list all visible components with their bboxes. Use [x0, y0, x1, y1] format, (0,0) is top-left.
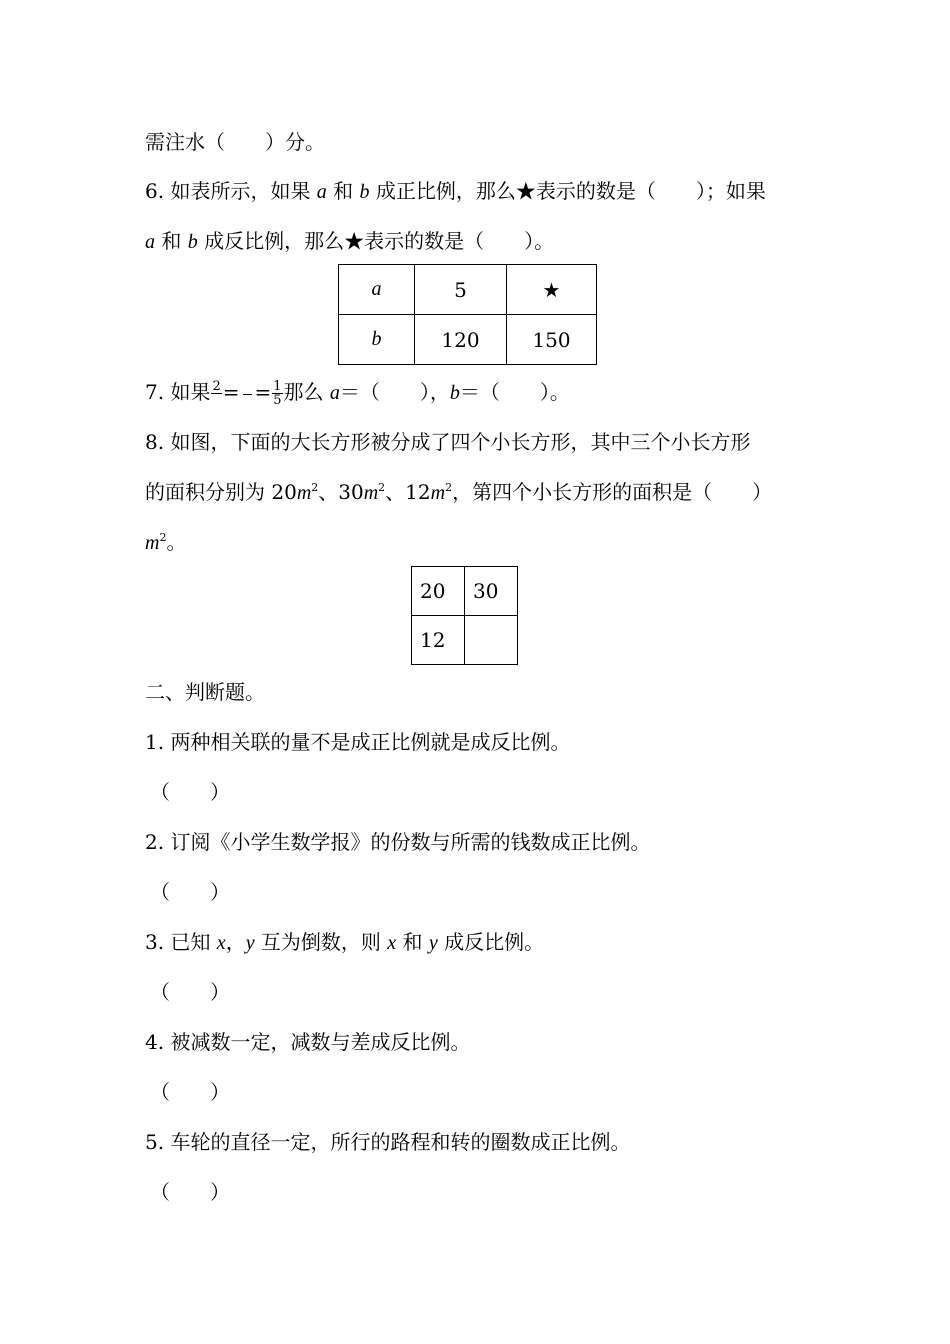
question-5-tail: 需注水（ ）分。 — [145, 130, 325, 154]
question-8-line1: 8. 如图，下面的大长方形被分成了四个小长方形，其中三个小长方形 — [145, 430, 751, 454]
fraction: $\frac{1}{5}$ — [273, 379, 282, 408]
answer-paren[interactable]: （ ） — [150, 1180, 230, 1204]
question-8-line3: $m^2$。 — [145, 530, 187, 554]
table-cell: 5 — [415, 265, 507, 315]
table-row — [339, 265, 597, 315]
judge-2: 2. 订阅《小学生数学报》的份数与所需的钱数成正比例。 — [145, 830, 651, 854]
table-cell: 150 — [507, 315, 597, 365]
question-8-line2: 的面积分别为 $20m^2$、$30m^2$、$12m^2$，第四个小长方形的面积是（ ） — [145, 480, 773, 504]
question-6-line1: 6. 如表所示，如果 a 和 b 成正比例，那么★表示的数是（ ）；如果 — [145, 179, 766, 203]
table-cell: 120 — [415, 315, 507, 365]
answer-paren[interactable]: （ ） — [150, 1080, 230, 1104]
judge-3: 3. 已知 x，y 互为倒数，则 x 和 y 成反比例。 — [145, 930, 545, 954]
fraction-blank — [241, 387, 254, 400]
rectangle-grid — [411, 566, 518, 665]
question-6-line2: a 和 b 成反比例，那么★表示的数是（ ）。 — [145, 229, 555, 253]
table-row — [412, 567, 518, 616]
answer-paren[interactable]: （ ） — [150, 880, 230, 904]
fraction: 2 — [212, 379, 221, 394]
grid-cell: 20 — [412, 567, 465, 616]
table-row — [412, 616, 518, 665]
question-7: 7. 如果 2 = = $\frac{1}{5}$ 那么 a＝（ ），b＝（ ）。 — [145, 379, 570, 408]
star-cell: ★ — [507, 265, 597, 315]
answer-paren[interactable]: （ ） — [150, 780, 230, 804]
grid-cell-empty — [465, 616, 518, 665]
section-title: 二、判断题。 — [145, 680, 265, 704]
judge-1: 1. 两种相关联的量不是成正比例就是成反比例。 — [145, 730, 571, 754]
proportion-table — [338, 264, 597, 365]
judge-4: 4. 被减数一定，减数与差成反比例。 — [145, 1030, 471, 1054]
table-cell: b — [339, 315, 415, 365]
table-row — [339, 315, 597, 365]
answer-paren[interactable]: （ ） — [150, 980, 230, 1004]
grid-cell: 30 — [465, 567, 518, 616]
grid-cell: 12 — [412, 616, 465, 665]
judge-5: 5. 车轮的直径一定，所行的路程和转的圈数成正比例。 — [145, 1130, 631, 1154]
table-cell: a — [339, 265, 415, 315]
